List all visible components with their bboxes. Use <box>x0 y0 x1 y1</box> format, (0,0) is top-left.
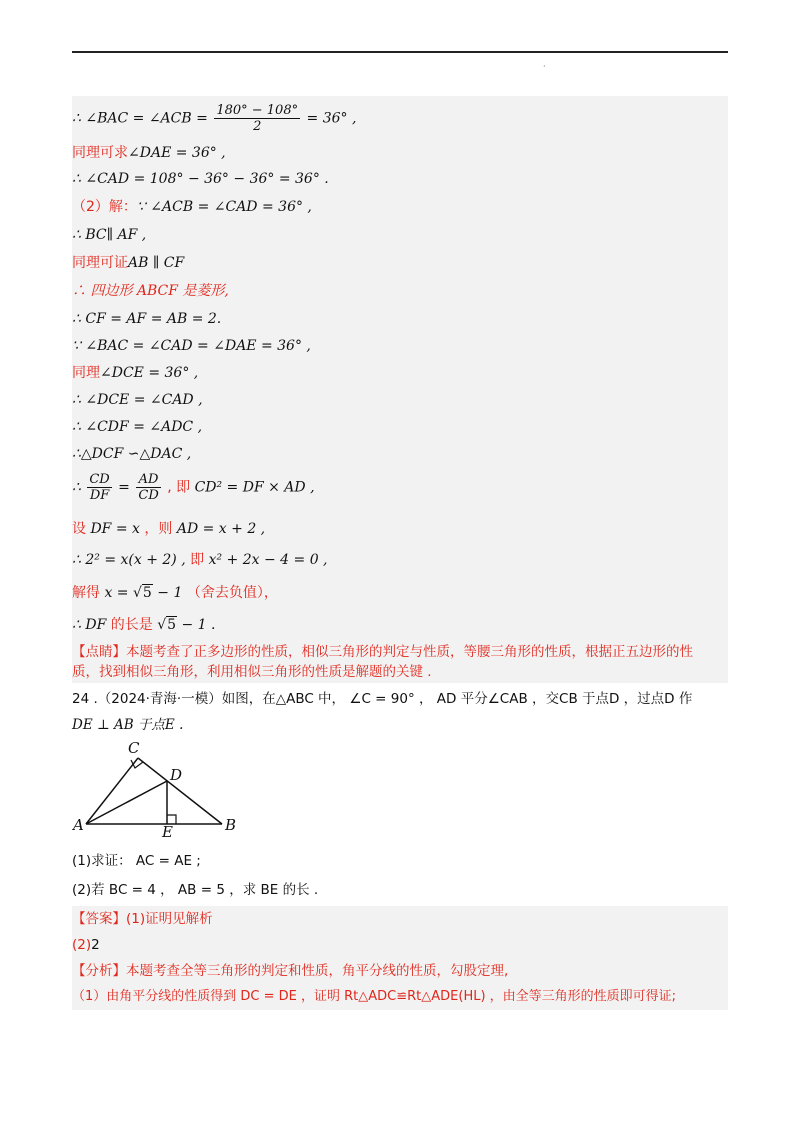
solution-line-1: ∴ ∠BAC = ∠ACB = $\frac{180^\circ - 108^\circ}{2}$ = 36° , <box>72 103 357 134</box>
fraction-cd-df: $\frac{CD}{DF}$ <box>89 472 110 503</box>
question-1: (1)求证： AC = AE ; <box>72 853 201 869</box>
side-ac <box>86 758 138 824</box>
solution-line-4: （2）解：∵ ∠ACB = ∠CAD = 36° , <box>72 199 312 215</box>
fraction-180-108: $\frac{180^\circ - 108^\circ}{2}$ <box>216 103 299 134</box>
solution-line-9: ∵ ∠BAC = ∠CAD = ∠DAE = 36° , <box>72 338 311 354</box>
analysis-line-2: （1）由角平分线的性质得到 DC = DE ，证明 Rt△ADC≌Rt△ADE(HL) ，由全等三角形的性质即可得证; <box>72 989 677 1004</box>
label-d: D <box>170 766 183 784</box>
solution-line-7: ∴ 四边形 ABCF 是菱形, <box>72 283 229 299</box>
question-2: (2)若 BC = 4 ， AB = 5 ，求 BE 的长 . <box>72 882 319 898</box>
solution-line-3: ∴ ∠CAD = 108° − 36° − 36° = 36° . <box>72 171 329 187</box>
segment-ad <box>86 781 167 824</box>
triangle-figure <box>72 738 252 838</box>
label-b: B <box>225 816 237 834</box>
solution-line-12: ∴ ∠CDF = ∠ADC , <box>72 419 203 435</box>
solution-line-10: 同理∠DCE = 36° , <box>72 365 199 381</box>
solution-line-15: 设 DF = x ，则 AD = x + 2 , <box>72 521 266 537</box>
answer-line-1: 【答案】(1)证明见解析 <box>72 911 213 927</box>
solution-line-14: ∴ $\frac{CD}{DF}$ = $\frac{AD}{CD}$ , 即 CD² = DF × AD , <box>72 472 315 503</box>
label-c: C <box>128 739 140 757</box>
solution-line-18: ∴ DF 的长是 √5 − 1 . <box>72 617 216 633</box>
solution-line-6: 同理可证AB ∥ CF <box>72 255 185 271</box>
solution-line-17: 解得 x = √5 − 1 （舍去负值）， <box>72 585 278 601</box>
comment-line-2: 质，找到相似三角形，利用相似三角形的性质是解题的关键 . <box>72 664 432 680</box>
label-e: E <box>162 823 173 838</box>
header-rule <box>72 51 728 53</box>
comment-line-1: 【点睛】本题考查了正多边形的性质，相似三角形的判定与性质，等腰三角形的性质，根据正五边形的性 <box>72 644 693 660</box>
sqrt-5-b: √5 <box>157 617 177 633</box>
header-dot: · <box>543 62 546 71</box>
answer-line-2: (2)2 <box>72 937 100 953</box>
solution-line-13: ∴△DCF ∽△DAC , <box>72 446 192 462</box>
label-a: A <box>73 816 84 834</box>
solution-line-11: ∴ ∠DCE = ∠CAD , <box>72 392 203 408</box>
problem-line-1: 24 .（2024·青海·一模）如图，在△ABC 中， ∠C = 90° ， AD 平分∠CAB ，交CB 于点D ，过点D 作 <box>72 691 693 707</box>
problem-line-2: DE ⊥ AB 于点E . <box>72 717 184 733</box>
solution-line-5: ∴ BC∥ AF , <box>72 227 147 243</box>
solution-line-2: 同理可求∠DAE = 36° , <box>72 145 226 161</box>
solution-line-8: ∴ CF = AF = AB = 2. <box>72 311 222 327</box>
sqrt-5: √5 <box>132 585 152 601</box>
solution-line-16: ∴ 2² = x(x + 2) , 即 x² + 2x − 4 = 0 , <box>72 552 328 568</box>
analysis-line: 【分析】本题考查全等三角形的判定和性质，角平分线的性质，勾股定理, <box>72 963 509 979</box>
fraction-ad-cd: $\frac{AD}{CD}$ <box>138 472 159 503</box>
